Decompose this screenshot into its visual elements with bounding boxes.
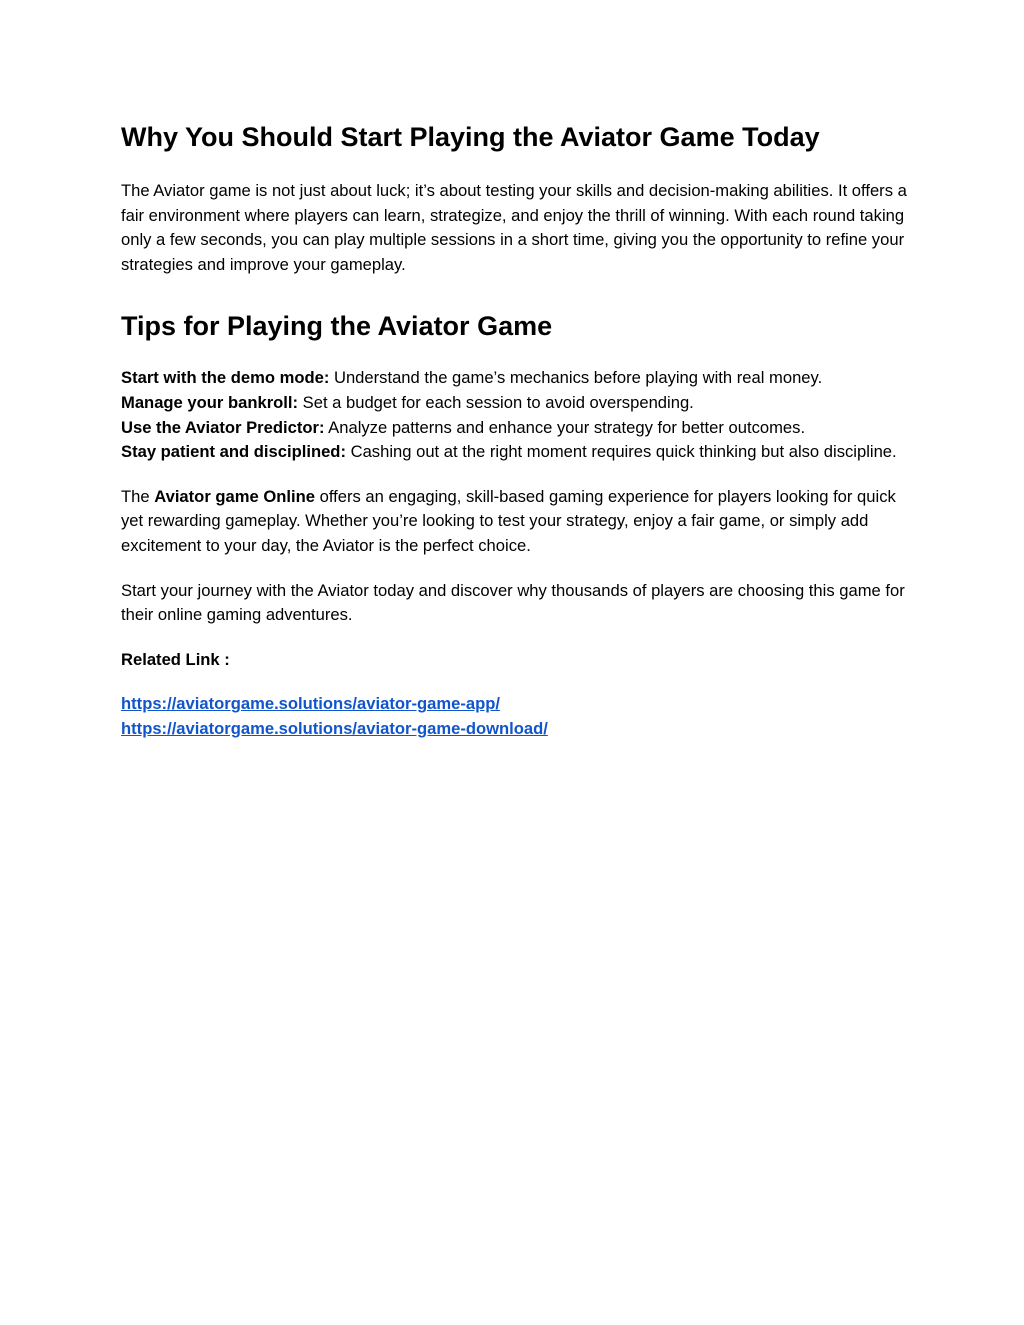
- related-link-game-app[interactable]: https://aviatorgame.solutions/aviator-game-app/: [121, 694, 500, 714]
- document-page: [121, 120, 911, 742]
- tip-label: Stay patient and disciplined:: [121, 442, 346, 462]
- tip-text: Cashing out at the right moment requires quick thinking but also discipline.: [345, 442, 897, 462]
- section-heading-tips: Tips for Playing the Aviator Game: [121, 311, 553, 342]
- tip-label: Manage your bankroll:: [121, 392, 299, 412]
- tip-text: Set a budget for each session to avoid overspending.: [298, 392, 694, 412]
- intro-paragraph: The Aviator game is not just about luck; it’s about testing your skills and decision-making abilities. It offers a fair environment where players can learn, strategize, and enjoy the thrill of winning. With each round taking only a few seconds, you can play multiple sessions in a short time, giving you the opportunity to refine your strategies and improve your gameplay.: [121, 181, 907, 274]
- section-heading-why-play: Why You Should Start Playing the Aviator Game Today: [121, 122, 820, 152]
- tip-item-predictor: [121, 416, 911, 441]
- tip-text: Understand the game’s mechanics before playing with real money.: [329, 368, 823, 388]
- journey-paragraph: Start your journey with the Aviator today and discover why thousands of players are choosing this game for their online gaming adventures.: [121, 580, 905, 625]
- offer-suffix: offers an engaging, skill-based gaming experience for players looking for quick yet rewarding gameplay. Whether you’re looking to test your strategy, enjoy a fair game, or simply add excitement to your day, the Aviator is the perfect choice.: [121, 486, 896, 555]
- tip-item-demo-mode: [121, 366, 911, 391]
- tip-item-bankroll: [121, 391, 911, 416]
- tips-list: [121, 366, 911, 464]
- offer-bold-term: Aviator game Online: [154, 486, 315, 506]
- tip-label: Start with the demo mode:: [121, 368, 330, 388]
- related-link-game-download[interactable]: https://aviatorgame.solutions/aviator-game-download/: [121, 718, 548, 738]
- related-links-list: [121, 692, 911, 741]
- tip-text: Analyze patterns and enhance your strategy for better outcomes.: [324, 417, 806, 437]
- tip-label: Use the Aviator Predictor:: [121, 417, 325, 437]
- offer-paragraph: [121, 485, 911, 559]
- offer-prefix: The: [121, 486, 155, 506]
- tip-item-patience: [121, 440, 911, 465]
- related-link-label: Related Link :: [121, 649, 230, 669]
